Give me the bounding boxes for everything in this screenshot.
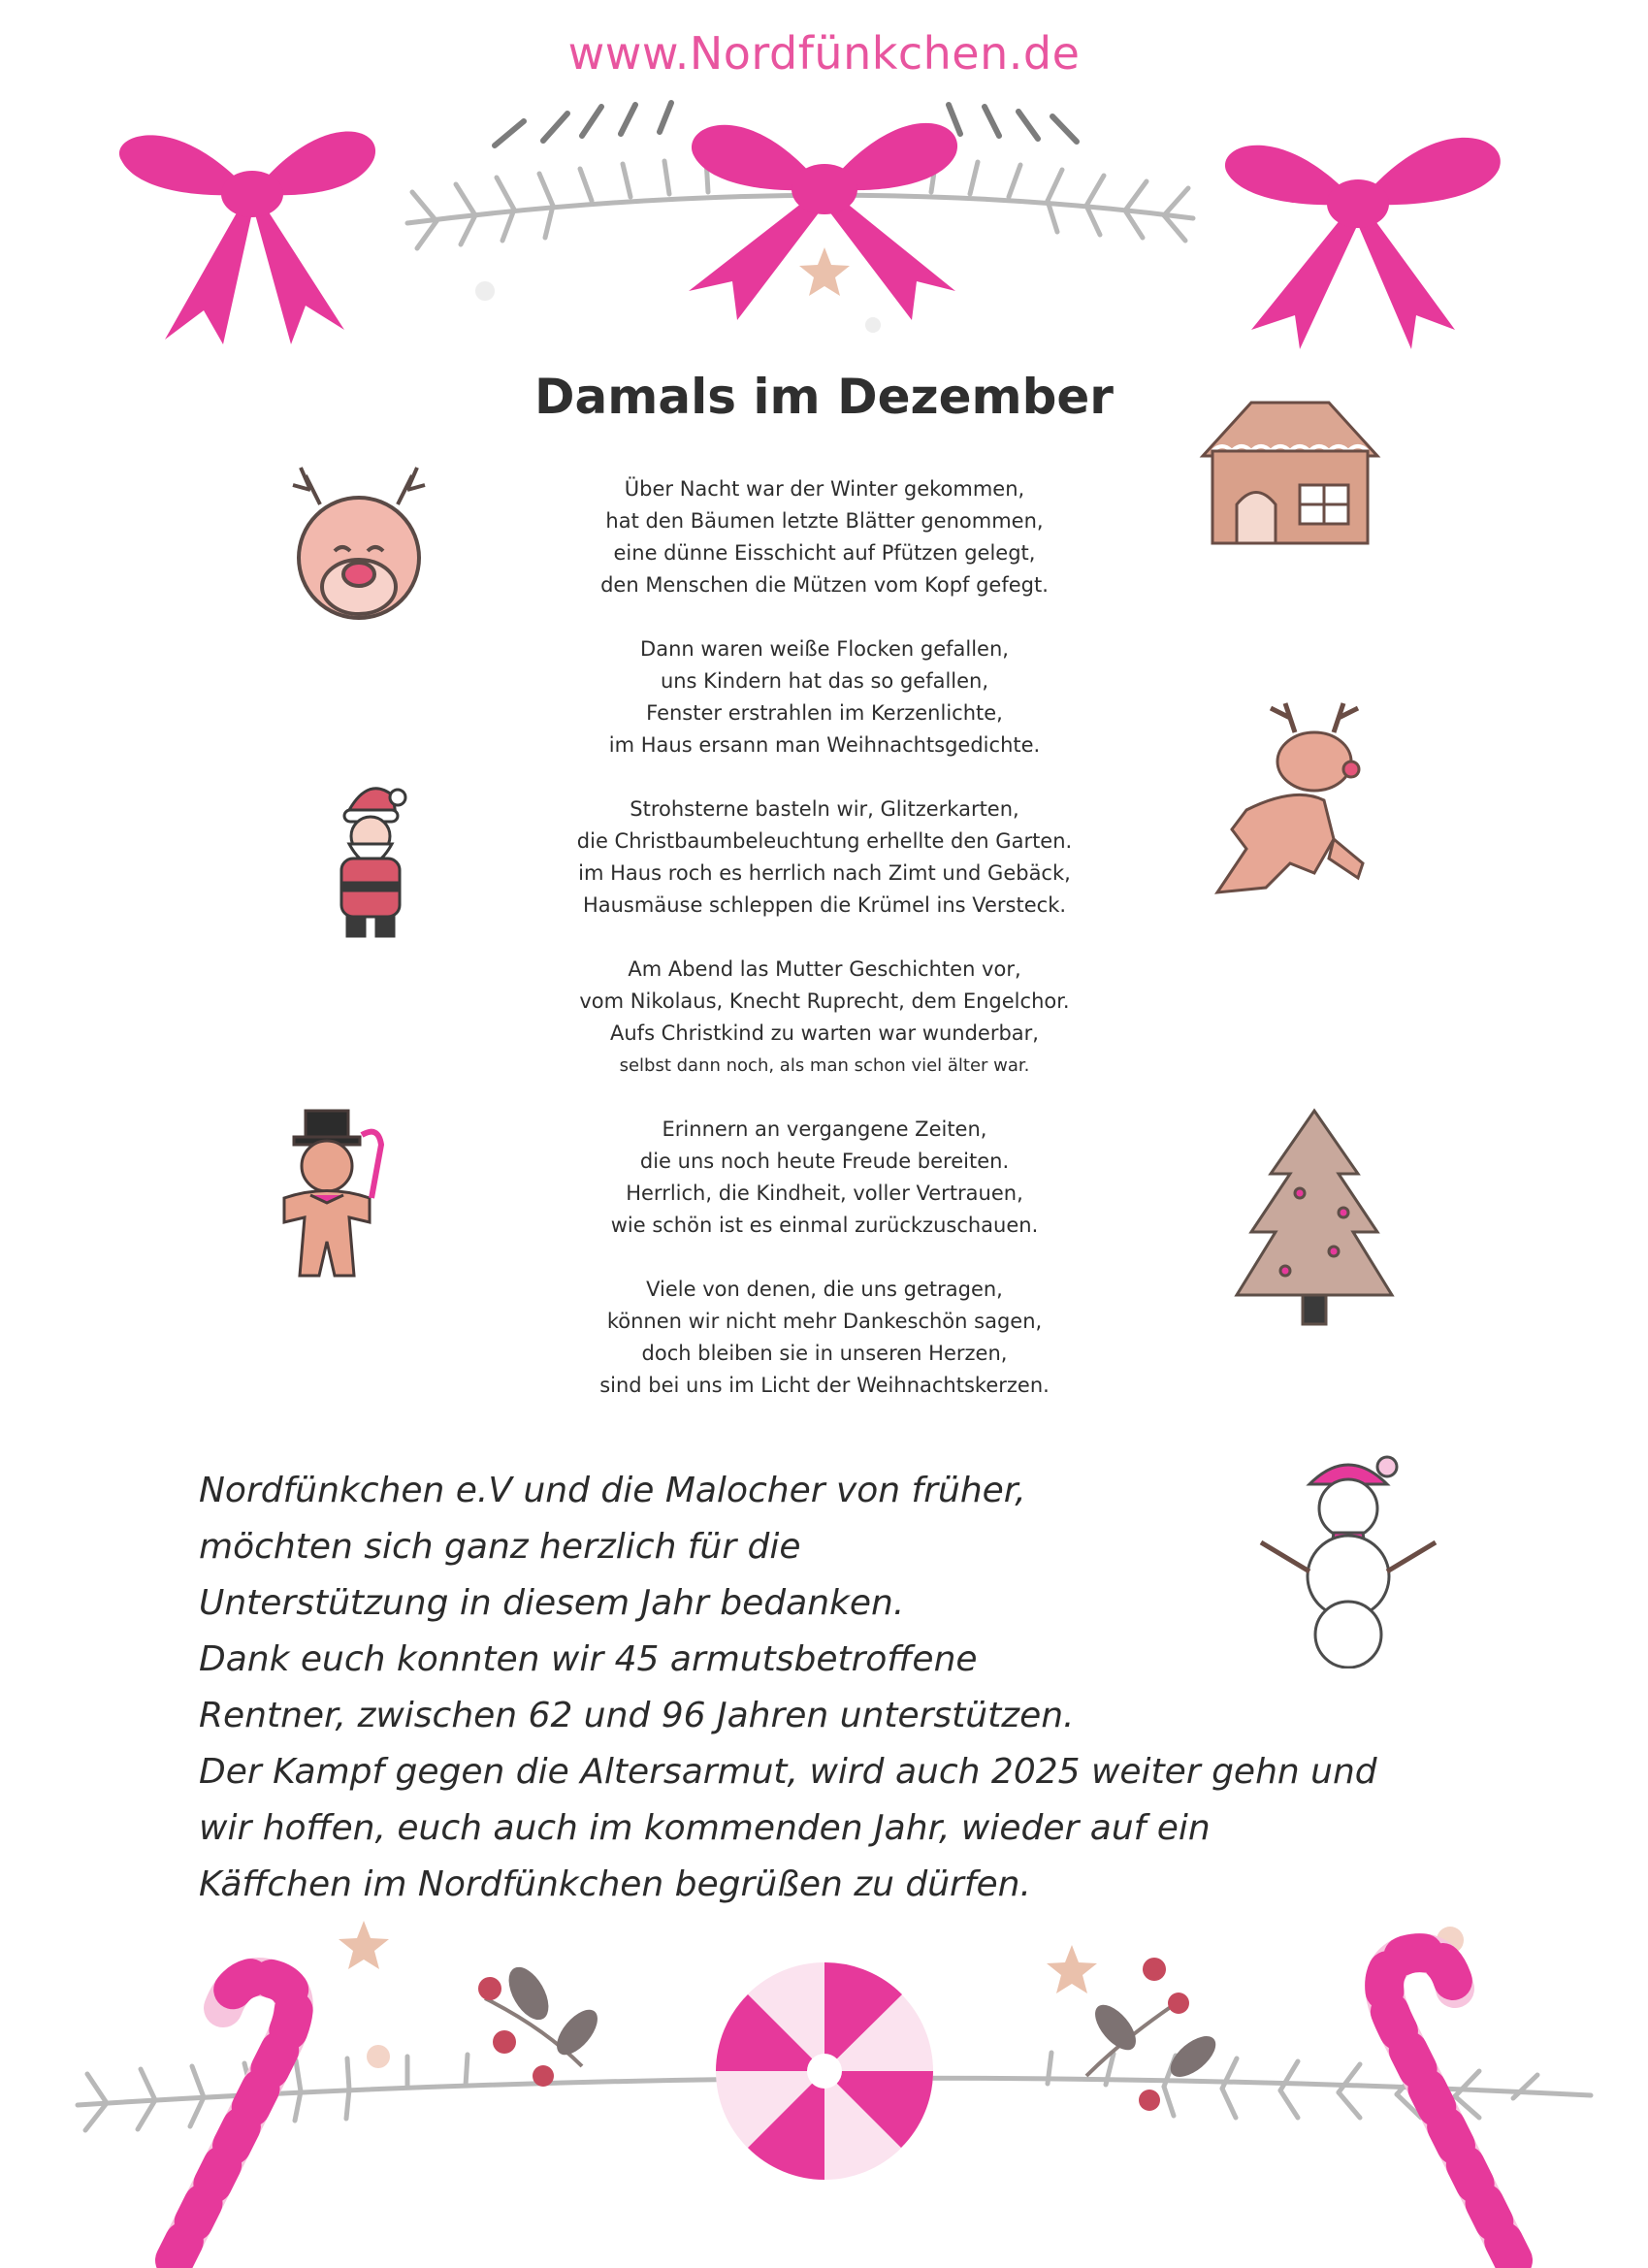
poem-stanza (485, 954, 1164, 1082)
poem-line: Herrlich, die Kindheit, voller Vertrauen, (626, 1182, 1023, 1205)
reindeer-face-icon (281, 446, 436, 631)
poem-line: die uns noch heute Freude bereiten. (639, 1150, 1010, 1173)
poem-line: Erinnern an vergangene Zeiten, (662, 1118, 987, 1141)
thank-you-line: Dank euch konnten wir 45 armutsbetroffene (199, 1639, 978, 1679)
bottom-decoration (0, 1901, 1648, 2268)
bow-icon (1225, 138, 1501, 349)
poem-line: Strohsterne basteln wir, Glitzerkarten, (630, 797, 1019, 821)
poem-line: im Haus roch es herrlich nach Zimt und Gebäck, (578, 861, 1071, 885)
thank-you-line: wir hoffen, euch auch im kommenden Jahr, wieder auf ein (199, 1808, 1211, 1848)
running-reindeer-icon (1188, 694, 1392, 926)
poem-line: Viele von denen, die uns getragen, (646, 1278, 1003, 1301)
poem-line: Am Abend las Mutter Geschichten vor, (628, 957, 1021, 981)
thank-you-line: Der Kampf gegen die Altersarmut, wird auch 2025 weiter gehn und (199, 1752, 1377, 1792)
bow-icon (689, 123, 957, 320)
poem-line: doch bleiben sie in unseren Herzen, (641, 1342, 1008, 1365)
poem-stanza (485, 473, 1164, 601)
poem-line: selbst dann noch, als man schon viel älter war. (619, 1055, 1030, 1076)
thank-you-line: Käffchen im Nordfünkchen begrüßen zu dürfen. (199, 1864, 1031, 1904)
star-icon (339, 1921, 1097, 1993)
poem-line: Fenster erstrahlen im Kerzenlichte, (646, 701, 1003, 725)
poem-line: sind bei uns im Licht der Weihnachtskerzen. (599, 1374, 1050, 1397)
poem-text (485, 473, 1164, 1434)
website-url: www.Nordfünkchen.de (567, 27, 1081, 80)
thank-you-line: Rentner, zwischen 62 und 96 Jahren unterstützen. (199, 1696, 1075, 1735)
poem-line: hat den Bäumen letzte Blätter genommen, (605, 509, 1044, 533)
poem-line: wie schön ist es einmal zurückzuschauen. (610, 1214, 1039, 1237)
top-decoration (0, 0, 1648, 369)
poem-stanza (485, 1274, 1164, 1402)
poem-stanza (485, 1114, 1164, 1242)
christmas-tree-icon (1227, 1106, 1402, 1334)
poem-line: Hausmäuse schleppen die Krümel ins Versteck. (582, 893, 1067, 917)
poem-title: Damals im Dezember (534, 369, 1114, 425)
thank-you-line: Unterstützung in diesem Jahr bedanken. (199, 1583, 905, 1623)
poem-line: die Christbaumbeleuchtung erhellte den Garten. (576, 829, 1073, 853)
poem-line: vom Nikolaus, Knecht Ruprecht, dem Engelchor. (579, 989, 1070, 1013)
gingerbread-house-icon (1193, 393, 1387, 548)
poem-line: im Haus ersann man Weihnachtsgedichte. (608, 733, 1041, 757)
thank-you-text (199, 1463, 1499, 1913)
poem-line: den Menschen die Mützen vom Kopf gefegt. (600, 573, 1049, 597)
gingerbread-man-icon (257, 1106, 403, 1290)
santa-icon (310, 776, 427, 951)
poem-stanza (485, 633, 1164, 761)
star-icon (799, 247, 850, 296)
thank-you-line: Nordfünkchen e.V und die Malocher von früher, (199, 1471, 1026, 1510)
poem-stanza (485, 794, 1164, 922)
poem-line: eine dünne Eisschicht auf Pfützen gelegt, (613, 541, 1036, 565)
bow-icon (119, 131, 375, 344)
poem-line: Dann waren weiße Flocken gefallen, (640, 637, 1009, 661)
poem-line: können wir nicht mehr Dankeschön sagen, (606, 1310, 1043, 1333)
poem-line: uns Kindern hat das so gefallen, (660, 669, 989, 693)
poem-line: Über Nacht war der Winter gekommen, (624, 477, 1025, 501)
peppermint-candy-icon (716, 1962, 933, 2180)
thank-you-line: möchten sich ganz herzlich für die (199, 1527, 801, 1567)
poem-line: Aufs Christkind zu warten war wunderbar, (610, 1021, 1039, 1045)
